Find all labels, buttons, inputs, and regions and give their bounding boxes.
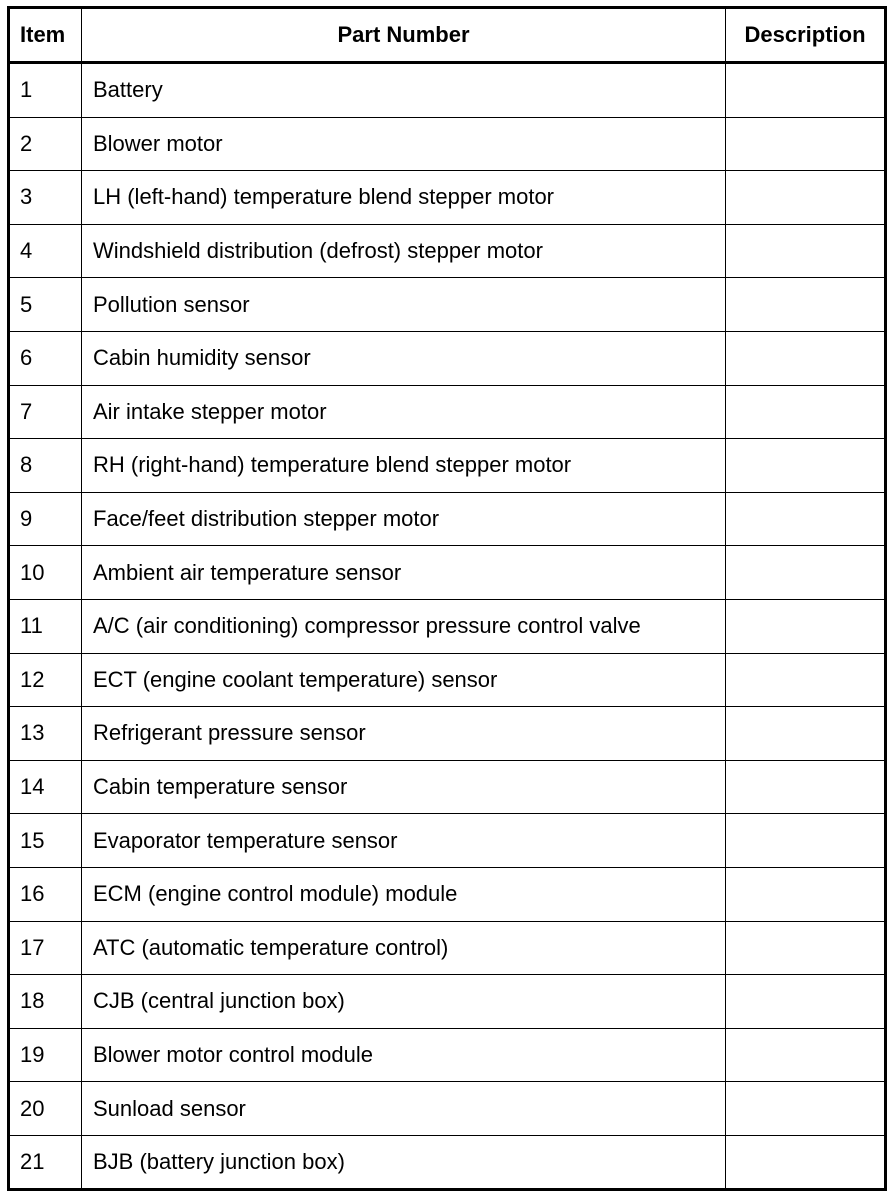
part-name-cell: ATC (automatic temperature control) (82, 921, 726, 975)
table-row (9, 439, 886, 493)
item-number-cell: 10 (9, 546, 82, 600)
table-row (9, 117, 886, 171)
description-cell (726, 224, 886, 278)
table-row (9, 278, 886, 332)
part-name-cell: Cabin temperature sensor (82, 760, 726, 814)
part-name-cell: Face/feet distribution stepper motor (82, 492, 726, 546)
table-row (9, 63, 886, 118)
item-number-cell: 15 (9, 814, 82, 868)
description-cell (726, 975, 886, 1029)
item-number-cell: 2 (9, 117, 82, 171)
item-number-cell: 11 (9, 599, 82, 653)
description-cell (726, 1135, 886, 1190)
item-number-cell: 1 (9, 63, 82, 118)
item-number-cell: 5 (9, 278, 82, 332)
description-cell (726, 760, 886, 814)
item-number-cell: 12 (9, 653, 82, 707)
part-name-cell: LH (left-hand) temperature blend stepper motor (82, 171, 726, 225)
item-number-cell: 18 (9, 975, 82, 1029)
part-name-cell: Evaporator temperature sensor (82, 814, 726, 868)
description-cell (726, 331, 886, 385)
part-name-cell: BJB (battery junction box) (82, 1135, 726, 1190)
part-name-cell: Sunload sensor (82, 1082, 726, 1136)
part-name-cell: RH (right-hand) temperature blend stepper motor (82, 439, 726, 493)
item-number-cell: 14 (9, 760, 82, 814)
header-row (9, 8, 886, 63)
part-name-cell: Ambient air temperature sensor (82, 546, 726, 600)
table-row (9, 975, 886, 1029)
part-name-cell: A/C (air conditioning) compressor pressure control valve (82, 599, 726, 653)
description-cell (726, 707, 886, 761)
item-number-cell: 7 (9, 385, 82, 439)
item-number-cell: 4 (9, 224, 82, 278)
table-body (9, 63, 886, 1190)
header-item: Item (9, 8, 82, 63)
table-row (9, 171, 886, 225)
parts-table (7, 6, 887, 1191)
item-number-cell: 19 (9, 1028, 82, 1082)
table-row (9, 385, 886, 439)
description-cell (726, 171, 886, 225)
part-name-cell: Cabin humidity sensor (82, 331, 726, 385)
description-cell (726, 1028, 886, 1082)
table-row (9, 707, 886, 761)
part-name-cell: Blower motor (82, 117, 726, 171)
description-cell (726, 278, 886, 332)
part-name-cell: ECM (engine control module) module (82, 867, 726, 921)
part-name-cell: Battery (82, 63, 726, 118)
header-part-number: Part Number (82, 8, 726, 63)
table-row (9, 331, 886, 385)
description-cell (726, 439, 886, 493)
table-row (9, 492, 886, 546)
description-cell (726, 599, 886, 653)
part-name-cell: CJB (central junction box) (82, 975, 726, 1029)
description-cell (726, 867, 886, 921)
description-cell (726, 117, 886, 171)
header-description: Description (726, 8, 886, 63)
table-row (9, 1135, 886, 1190)
table-row (9, 653, 886, 707)
item-number-cell: 16 (9, 867, 82, 921)
description-cell (726, 1082, 886, 1136)
item-number-cell: 13 (9, 707, 82, 761)
description-cell (726, 814, 886, 868)
item-number-cell: 8 (9, 439, 82, 493)
item-number-cell: 3 (9, 171, 82, 225)
description-cell (726, 921, 886, 975)
item-number-cell: 20 (9, 1082, 82, 1136)
part-name-cell: Air intake stepper motor (82, 385, 726, 439)
table-row (9, 599, 886, 653)
table-row (9, 814, 886, 868)
table-row (9, 1082, 886, 1136)
table-row (9, 224, 886, 278)
item-number-cell: 6 (9, 331, 82, 385)
item-number-cell: 17 (9, 921, 82, 975)
description-cell (726, 63, 886, 118)
table-row (9, 867, 886, 921)
description-cell (726, 492, 886, 546)
table-row (9, 546, 886, 600)
description-cell (726, 546, 886, 600)
part-name-cell: Blower motor control module (82, 1028, 726, 1082)
description-cell (726, 653, 886, 707)
item-number-cell: 9 (9, 492, 82, 546)
part-name-cell: ECT (engine coolant temperature) sensor (82, 653, 726, 707)
table-row (9, 921, 886, 975)
description-cell (726, 385, 886, 439)
part-name-cell: Windshield distribution (defrost) stepper motor (82, 224, 726, 278)
part-name-cell: Refrigerant pressure sensor (82, 707, 726, 761)
table-row (9, 1028, 886, 1082)
table-header (9, 8, 886, 63)
item-number-cell: 21 (9, 1135, 82, 1190)
table-row (9, 760, 886, 814)
part-name-cell: Pollution sensor (82, 278, 726, 332)
